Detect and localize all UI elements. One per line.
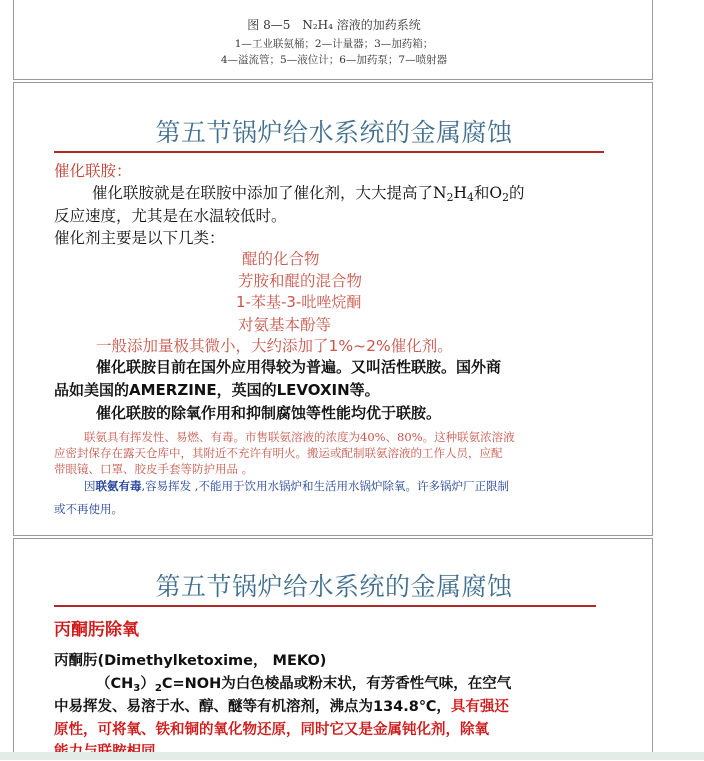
title-underline [54,605,596,607]
slide-title: 第五节锅炉给水系统的金属腐蚀 [155,118,513,147]
paragraph-line: 品如美国的AMERZINE，英国的LEVOXIN等。 [54,381,380,399]
catalyst-item: 1-苯基-3-吡唑烷酮 [236,293,362,311]
figure-legend-line-1: 1—工业联氨桶；2—计量器；3—加药箱； [234,38,434,50]
paragraph-line: 丙酮肟(Dimethylketoxime， MEKO) [54,653,327,669]
section-heading: 丙酮肟除氧 [54,620,139,640]
paragraph-line: 催化联胺目前在国外应用得较为普遍。又叫活性联胺。国外商 [96,358,502,376]
note-line: 带眼镜、口罩、胶皮手套等防护用品 。 [54,462,254,476]
figure-caption-title: 图 8—5 N₂H₄ 溶液的加药系统 [247,18,421,32]
note-line: 联氨具有挥发性、易燃、有毒。市售联氨溶液的浓度为40%、80%。这种联氨浓溶液 [84,430,515,444]
slide-title: 第五节锅炉给水系统的金属腐蚀 [155,572,513,601]
paragraph-line: 催化剂主要是以下几类： [54,229,225,247]
figure-slide [13,0,653,80]
slide-catalytic-hydrazine [13,82,653,536]
note-line: 应密封保存在露天仓库中，其附近不充许有明火。搬运或配制联氨溶液的工作人员，应配 [54,446,503,460]
slide-meko [13,538,653,760]
catalyst-item: 醌的化合物 [242,250,320,268]
paragraph-line: 反应速度，尤其是在水温较低时。 [54,207,287,225]
catalyst-item: 芳胺和醌的混合物 [238,272,363,290]
paragraph-line: 中易挥发、易溶于水、醇、醚等有机溶剂，沸点为134.8℃，具有强还 [54,699,509,715]
paragraph-line: $(CH_3)_2C=NOH$为白色棱晶或粉末状，有芳香性气味，在空气 [96,676,512,694]
title-underline [54,151,604,153]
viewer-bottom-strip [0,752,704,760]
paragraph-line: 原性，可将氧、铁和铜的氧化物还原，同时它又是金属钝化剂，除氧 [54,722,489,738]
paragraph-line: 催化联胺就是在联胺中添加了催化剂，大大提高了$N_2H_4$和$O_2$的 [92,184,525,204]
section-heading: 催化联胺： [54,162,132,180]
paragraph-line: 催化联胺的除氧作用和抑制腐蚀等性能均优于联胺。 [96,404,442,422]
paragraph-line: 一般添加量极其微小，大约添加了1%~2%催化剂。 [96,337,453,355]
note-line: 因联氨有毒,容易挥发 ,不能用于饮用水锅炉和生活用水锅炉除氧。许多锅炉厂正限制 [84,479,509,493]
note-line: 或不再使用。 [54,502,123,516]
catalyst-item: 对氨基本酚等 [238,316,332,334]
figure-legend-line-2: 4—溢流管；5—液位计；6—加药泵；7—喷射器 [220,54,448,66]
